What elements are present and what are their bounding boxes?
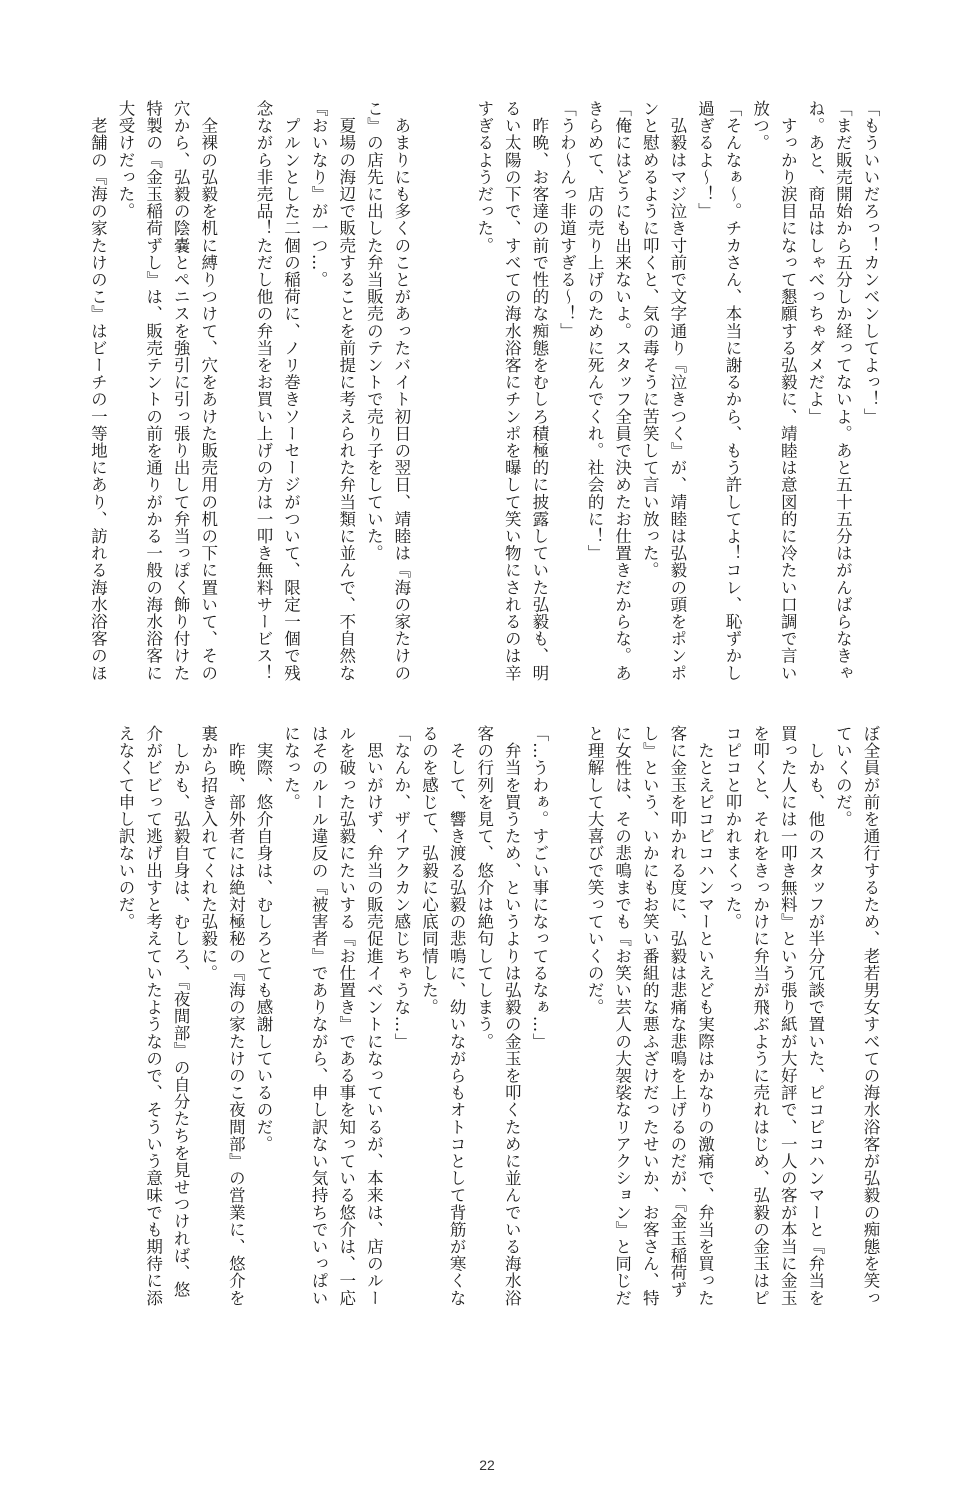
text-column: ね。あと、商品はしゃべっちゃダメだよ」 [805,100,825,425]
text-tier-bottom [115,725,884,1335]
text-column: 『おいなり』が一つ…。 [309,100,329,289]
text-column: 裏から招き入れてくれた弘毅に。 [198,725,218,982]
text-column: しかも、弘毅自身は、むしろ、『夜間部』の自分たちを見せつければ、悠 [171,725,191,1299]
text-column: 放つ。 [750,100,770,152]
text-column: 大受けだった。 [115,100,135,220]
text-column: 「まだ販売開始から五分しか経ってないよ。あと五十五分はがんばらなきゃ [833,100,853,682]
text-column: ぼ全員が前を通行するため、老若男女すべての海水浴客が弘毅の痴態を笑っ [861,725,880,1307]
text-column [222,100,250,705]
text-column: 夏場の海辺で販売することを前提に考えられた弁当類に並んで、不自然な [336,100,356,682]
text-column: すぎるようだった。 [474,100,494,254]
text-column: を叩くと、それをきっかけに弁当が飛ぶように売れはじめ、弘毅の金玉はピ [750,725,770,1307]
page-number: 22 [479,1457,495,1473]
text-column: コピコと叩かれまくった。 [723,725,743,931]
text-column: し』という、いかにもお笑い番組的な悪ふざけだったせいか、お客さん、特 [640,725,660,1307]
text-column: きらめて、店の売り上げのために死んでくれ。社会的に！」 [585,100,605,562]
text-column: 「…うわぁ。すごい事になってるなぁ…」 [529,725,549,1050]
text-column: に女性は、その悲鳴までも『お笑い芸人の大袈裟なリアクション』と同じだ [612,725,632,1307]
text-column: 「なんか、ザイアクカン感じちゃうな…」 [391,725,411,1050]
text-column: 客に金玉を叩かれる度に、弘毅は悲痛な悲鳴を上げるのだが、『金玉稲荷ず [667,725,687,1299]
text-column: るのを感じて、弘毅に心底同情した。 [419,725,439,1016]
text-tier-top [88,100,884,705]
text-column: 「俺にはどうにも出来ないよ。スタッフ全員で決めたお仕置きだからな。あ [612,100,632,682]
text-column [443,100,471,705]
text-column: 念ながら非売品！ただし他の弁当をお買い上げの方は一叩き無料サービス！ [253,100,273,682]
text-column: ていくのだ。 [833,725,853,828]
text-column: えなくて申し訳ないのだ。 [115,725,135,931]
text-column: はそのルール違反の『被害者』でありながら、申し訳ない気持ちでいっぱい [309,725,329,1307]
text-column: ルを破った弘毅にたいする『お仕置き』である事を知っている悠介は、一応 [336,725,356,1307]
text-column: そして、響き渡る弘毅の悲鳴に、幼いながらもオトコとして背筋が寒くな [447,725,467,1307]
text-column: 「もういいだろっ！カンベンしてよっ！」 [861,100,880,425]
text-column: あまりにも多くのことがあったバイト初日の翌日、靖睦は『海の家たけの [391,100,411,682]
text-column: るい太陽の下で、すべての海水浴客にチンポを曝して笑い物にされるのは辛 [502,100,522,682]
text-column: 弁当を買うため、というよりは弘毅の金玉を叩くために並んでいる海水浴 [502,725,522,1307]
text-column: になった。 [281,725,301,811]
text-column: 介がビビって逃げ出すと考えていたようなので、そういう意味でも期待に添 [143,725,163,1307]
text-column: 昨晩、部外者には絶対極秘の『海の家たけのこ夜間部』の営業に、悠介を [226,725,246,1307]
text-column: 過ぎるよ〜！」 [695,100,715,220]
text-column: 弘毅はマジ泣き寸前で文字通り『泣きつく』が、靖睦は弘毅の頭をポンポ [667,100,687,682]
text-column: と理解して大喜びで笑っていくのだ。 [585,725,605,1016]
text-column [415,100,443,705]
text-column: プルンとした二個の稲荷に、ノリ巻きソーセージがついて、限定一個で残 [281,100,301,682]
text-column: 「そんなぁ〜。チカさん、本当に謝るから、もう許してよ！コレ、恥ずかし [723,100,743,682]
text-column: こ』の店先に出した弁当販売のテントで売り子をしていた。 [364,100,384,562]
text-column: 老舗の『海の家たけのこ』はビーチの一等地にあり、訪れる海水浴客のほ [88,100,108,682]
text-column [553,725,581,1335]
text-column: 特製の『金玉稲荷ずし』は、販売テントの前を通りがかる一般の海水浴客に [143,100,163,682]
text-column: たとえピコピコハンマーといえども実際はかなりの激痛で、弁当を買った [695,725,715,1307]
text-column: 客の行列を見て、悠介は絶句してしまう。 [474,725,494,1050]
text-column: 穴から、弘毅の陰嚢とペニスを強引に引っ張り出して弁当っぽく飾り付けた [171,100,191,682]
text-column: しかも、他のスタッフが半分冗談で置いた、ピコピコハンマーと『弁当を [805,725,825,1307]
text-column: 買った人には一叩き無料』という張り紙が大好評で、一人の客が本当に金玉 [778,725,798,1307]
text-column: 全裸の弘毅を机に縛りつけて、穴をあけた販売用の机の下に置いて、その [198,100,218,682]
text-column: ンと慰めるように叩くと、気の毒そうに苦笑して言い放った。 [640,100,660,579]
text-column: 「うわ〜んっ非道すぎる〜！」 [557,100,577,340]
text-column: 実際、悠介自身は、むしろとても感謝しているのだ。 [253,725,273,1153]
text-column: すっかり涙目になって懇願する弘毅に、靖睦は意図的に冷たい口調で言い [778,100,798,682]
text-column: 思いがけず、弁当の販売促進イベントになっているが、本来は、店のルー [364,725,384,1307]
text-column: 昨晩、お客達の前で性的な痴態をむしろ積極的に披露していた弘毅も、明 [529,100,549,682]
